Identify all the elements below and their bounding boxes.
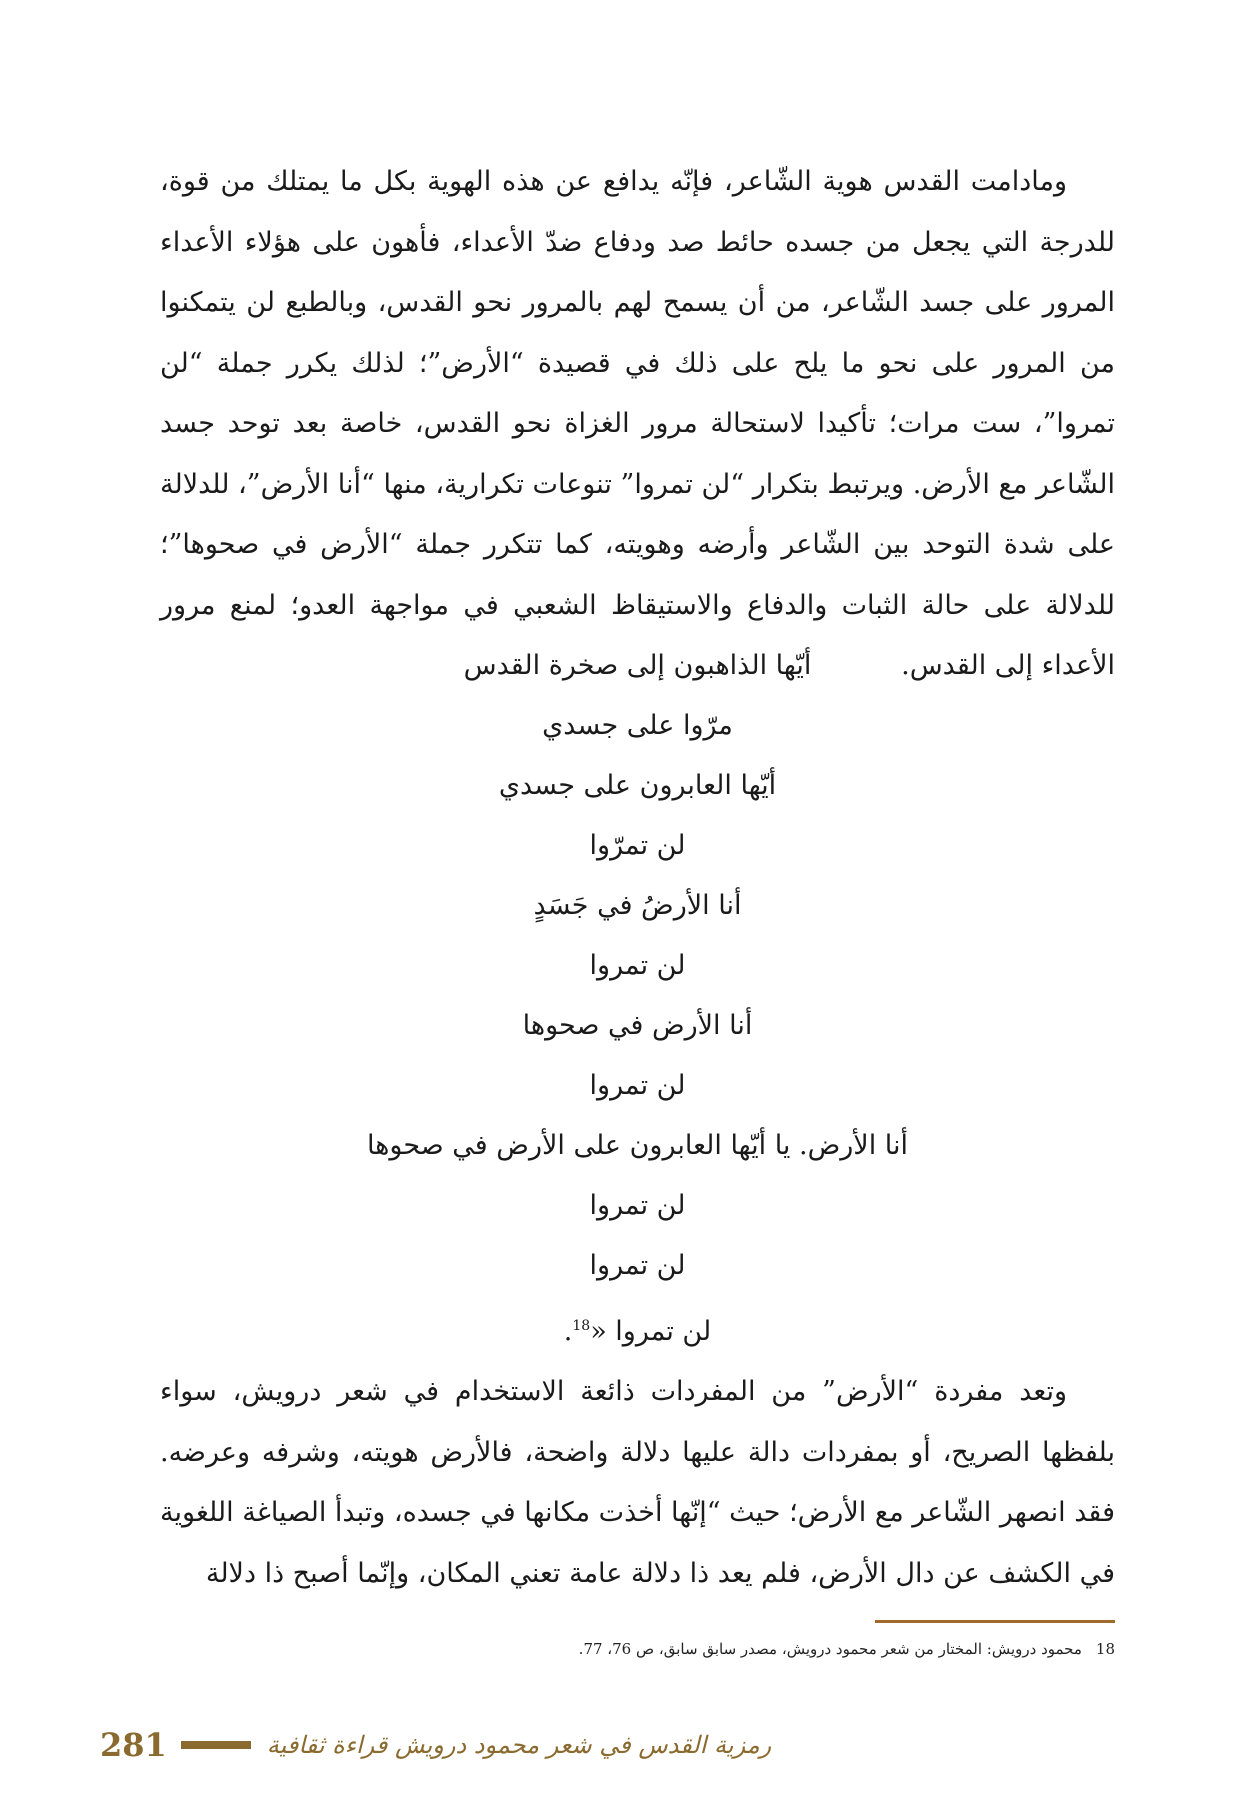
footer-divider-bar: [181, 1741, 251, 1749]
poem-verse: لن تمروا: [589, 1190, 686, 1221]
poem-verse-text: لن تمروا «: [590, 1316, 712, 1347]
verse-end-punctuation: .: [563, 1316, 573, 1347]
body-paragraph-1: [160, 152, 1115, 697]
footnote: [160, 1636, 1115, 1662]
footnote-text: محمود درويش: المختار من شعر محمود درويش، مصدر سابق سابق، ص 76، 77.: [578, 1640, 1082, 1658]
poem-verse: أيّها الذاهبون إلى صخرة القدس: [463, 650, 812, 681]
poem-verse: أنا الأرضُ في جَسَدٍ: [533, 890, 742, 921]
page-footer: [100, 1720, 771, 1770]
paragraph-text: وتعد مفردة “الأرض” من المفردات ذائعة الاستخدام في شعر درويش، سواء بلفظها الصريح، أو بمفردات دالة عليها دلالة واضحة، فالأرض هويته، وشرفه وعرضه. فقد انصهر الشّاعر مع الأرض؛ حيث “إنّها أخذت مكانها في جسده، وتبدأ الصياغة اللغوية في الكشف عن دال الأرض، فلم يعد ذا دلالة عامة تعني المكان، وإنّما أصبح ذا دلالة: [160, 1376, 1115, 1589]
poem-verse: لن تمرّوا: [589, 830, 686, 861]
poem-block: [160, 636, 1115, 1356]
poem-verse: أيّها العابرون على جسدي: [498, 770, 777, 801]
poem-verse: لن تمروا: [589, 950, 686, 981]
body-paragraph-2: [160, 1362, 1115, 1604]
poem-verse: مرّوا على جسدي: [542, 710, 733, 741]
poem-verse: لن تمروا: [589, 1250, 686, 1281]
poem-verse: أنا الأرض في صحوها: [522, 1010, 753, 1041]
page-number: 281: [100, 1726, 167, 1764]
footnote-divider: [875, 1620, 1115, 1623]
poem-verse: لن تمروا: [589, 1070, 686, 1101]
paragraph-text: ومادامت القدس هوية الشّاعر، فإنّه يدافع عن هذه الهوية بكل ما يمتلك من قوة، للدرجة التي يجعل من جسده حائط صد ودفاع ضدّ الأعداء، فأهون على هؤلاء الأعداء المرور على جسد الشّاعر، من أن يسمح لهم بالمرور نحو القدس، وبالطبع لن يتمكنوا من المرور على نحو ما يلح على ذلك في قصيدة “الأرض”؛ لذلك يكرر جملة “لن تمروا”، ست مرات؛ تأكيدا لاستحالة مرور الغزاة نحو القدس، خاصة بعد توحد جسد الشّاعر مع الأرض. ويرتبط بتكرار “لن تمروا” تنوعات تكرارية، منها “أنا الأرض”، للدلالة على شدة التوحد بين الشّاعر وأرضه وهويته، كما تتكرر جملة “الأرض في صحوها”؛ للدلالة على حالة الثبات والدفاع والاستيقاظ الشعبي في مواجهة العدو؛ لمنع مرور الأعداء إلى القدس.: [160, 166, 1115, 681]
footnote-reference[interactable]: 18: [572, 1318, 591, 1334]
poem-verse: أنا الأرض. يا أيّها العابرون على الأرض في صحوها: [366, 1130, 909, 1161]
footnote-number: 18: [1095, 1640, 1115, 1658]
running-title: رمزية القدس في شعر محمود درويش قراءة ثقافية: [266, 1731, 772, 1759]
poem-verse-last: [160, 1296, 1115, 1356]
